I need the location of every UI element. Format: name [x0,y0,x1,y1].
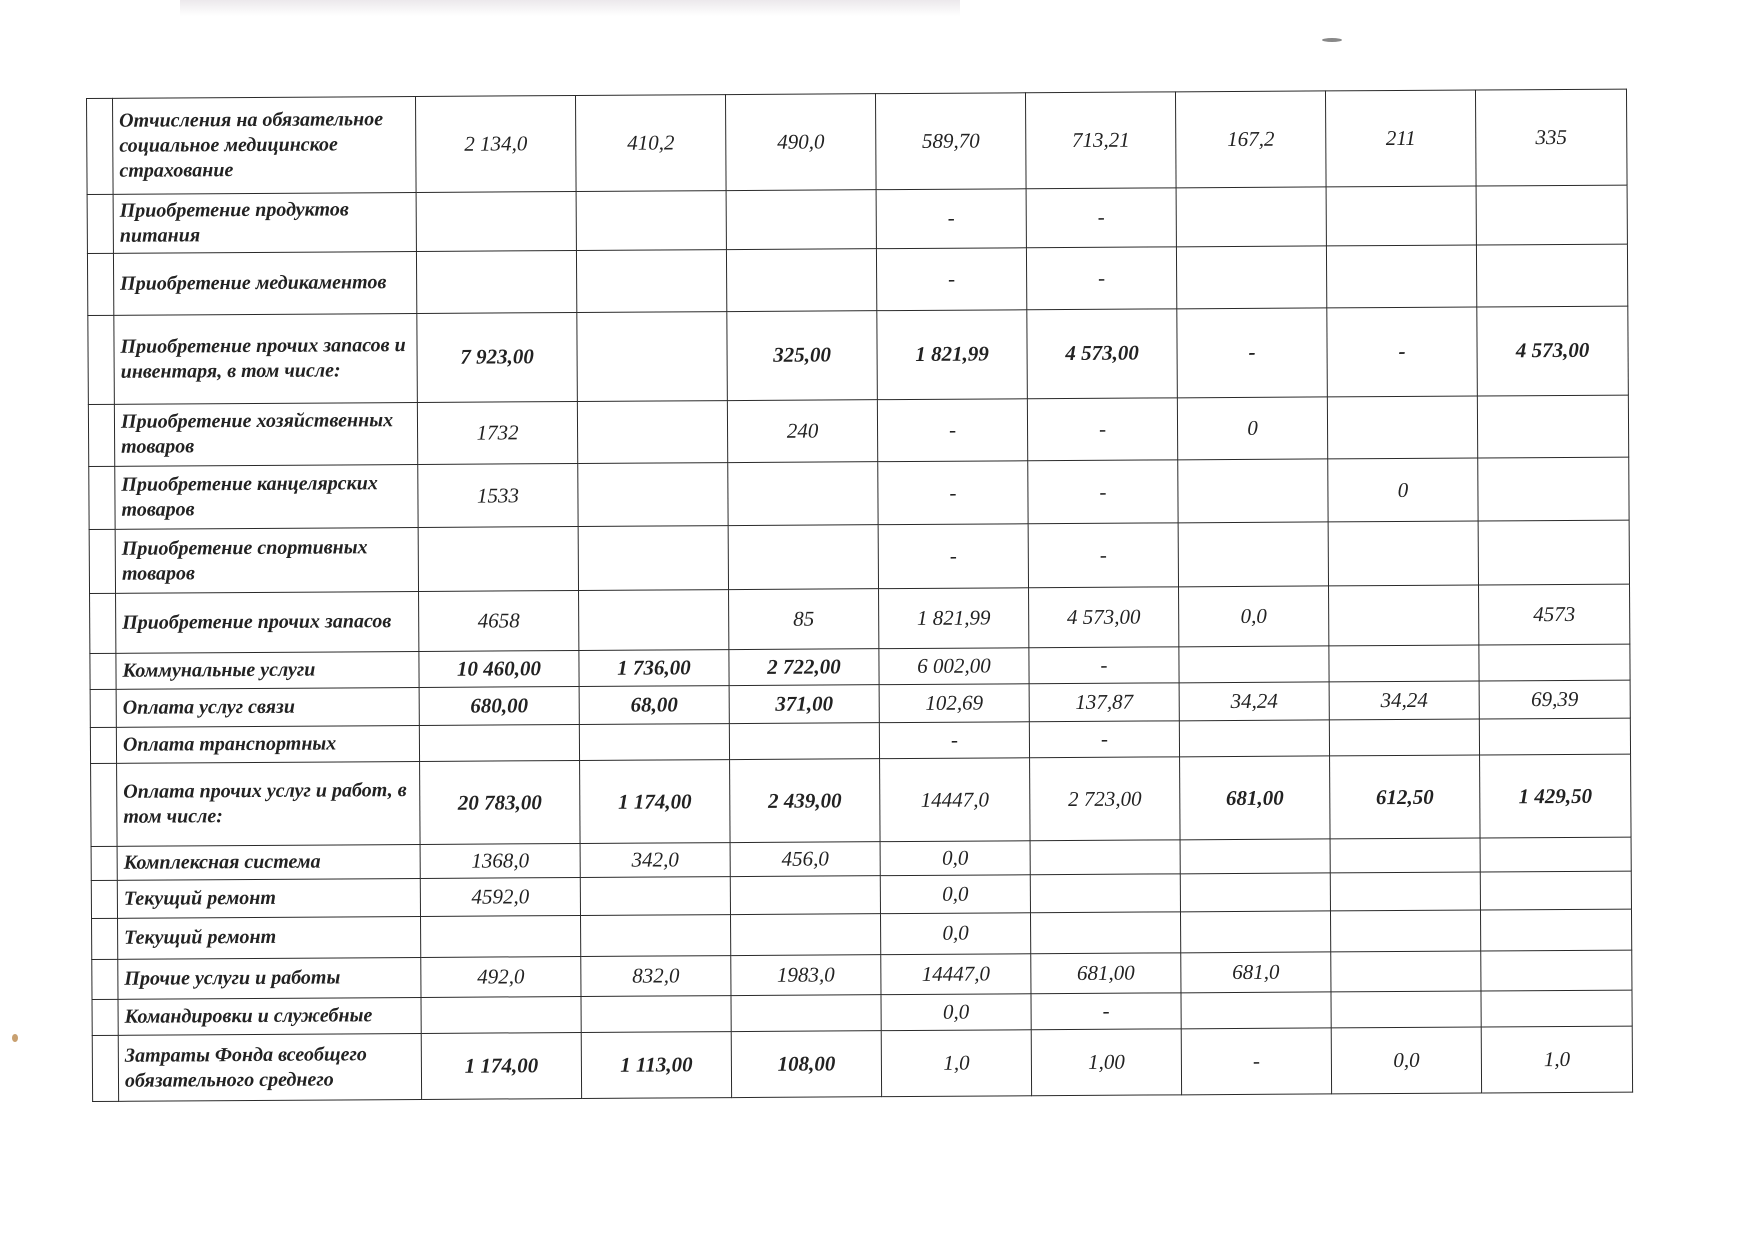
cell-value: 713,21 [1025,92,1176,189]
cell-value: 325,00 [727,310,878,400]
cell-value: 342,0 [580,843,730,878]
cell-value [578,526,728,591]
row-label: Приобретение прочих запасов и инвентаря, в том числе: [114,313,418,404]
cell-value: 34,24 [1329,681,1479,720]
cell-value [1476,185,1627,245]
row-index-cell [87,194,113,254]
row-label: Комплексная система [117,844,420,880]
cell-value: 2 723,00 [1030,757,1181,841]
cell-value: 1 113,00 [581,1032,731,1099]
table-row [87,185,1627,254]
row-label: Приобретение хозяйственных товаров [114,402,417,465]
cell-value: 1533 [418,463,578,528]
cell-value [1176,246,1326,309]
cell-value [1329,719,1479,756]
cell-value: 1,0 [881,1030,1031,1097]
cell-value [577,311,728,401]
cell-value [578,462,728,527]
cell-value: 0,0 [880,875,1030,914]
cell-value: 492,0 [421,956,581,997]
row-label: Приобретение продуктов питания [113,192,416,253]
scan-speck [12,1034,18,1042]
cell-value: 4 573,00 [1477,306,1629,396]
scan-speck [1322,38,1342,42]
cell-value: 0 [1328,458,1478,523]
cell-value [1476,244,1627,307]
cell-value: 0,0 [880,913,1030,954]
cell-value: 4658 [419,591,579,651]
cell-value: 14447,0 [881,953,1031,994]
cell-value: 1368,0 [420,843,580,878]
cell-value: 4 573,00 [1027,309,1178,399]
cell-value [1479,644,1630,681]
cell-value: 681,0 [1181,952,1331,993]
cell-value: 102,69 [879,683,1029,722]
table-row [89,457,1629,530]
cell-value [1030,912,1180,953]
cell-value [1326,245,1476,308]
row-label: Текущий ремонт [117,878,420,918]
cell-value [1477,395,1628,458]
cell-value [728,525,878,590]
cell-value: 167,2 [1175,91,1326,188]
cell-value [1326,186,1476,246]
cell-value [416,251,576,314]
cell-value [579,590,729,650]
cell-value: - [876,188,1026,248]
cell-value: 85 [729,589,879,649]
cell-value [729,723,879,760]
table-row [87,89,1628,194]
row-index-cell [91,880,117,918]
table-row [91,754,1631,846]
cell-value [1178,459,1328,524]
cell-value: 1,00 [1031,1029,1181,1096]
cell-value: - [878,460,1028,525]
cell-value [1481,950,1632,991]
row-index-cell [92,999,118,1035]
cell-value [726,249,876,312]
cell-value [728,461,878,526]
cell-value: 0,0 [880,841,1030,876]
cell-value [576,190,726,250]
row-label: Приобретение канцелярских товаров [115,464,418,530]
row-index-cell [87,98,114,194]
cell-value: 2 134,0 [415,96,576,193]
cell-value [1179,646,1329,683]
cell-value [1176,187,1326,247]
cell-value: - [878,524,1028,589]
cell-value [1329,645,1479,682]
cell-value: 10 460,00 [419,650,579,687]
table-row [88,395,1628,466]
cell-value: 1,0 [1481,1026,1632,1093]
cell-value: - [1029,646,1179,683]
cell-value [581,996,731,1033]
cell-value [576,250,726,313]
row-label: Прочие услуги и работы [118,957,421,999]
cell-value: 0,0 [1331,1027,1481,1094]
cell-value: 1 821,99 [879,588,1029,648]
cell-value: 34,24 [1179,682,1329,721]
table-row [90,584,1630,653]
cell-value [1331,951,1481,992]
cell-value: 4592,0 [420,877,580,916]
cell-value: 2 439,00 [730,759,881,843]
cell-value [1178,522,1328,587]
cell-value [1030,874,1180,913]
row-label: Отчисления на обязательное социальное медицинское страхование [113,96,417,193]
row-label: Приобретение медикаментов [113,252,416,315]
cell-value: - [1029,721,1179,758]
cell-value: 0,0 [1179,586,1329,646]
row-index-cell [91,763,118,846]
cell-value [421,916,581,957]
cell-value [581,915,731,956]
cell-value [1330,838,1480,873]
cell-value: 137,87 [1029,683,1179,722]
cell-value: 7 923,00 [417,312,578,402]
row-label: Оплата прочих услуг и работ, в том числе: [117,762,421,847]
budget-table [86,89,1633,1102]
row-index-cell [92,1035,118,1101]
cell-value: 335 [1475,89,1627,186]
cell-value [1330,872,1480,911]
cell-value [1480,837,1631,872]
cell-value [577,401,727,464]
row-label: Командировки и служебные [118,997,421,1035]
cell-value [1481,990,1632,1027]
scan-smudge [180,0,960,16]
cell-value [731,995,881,1032]
cell-value: - [1026,247,1176,310]
cell-value: - [1177,308,1328,398]
cell-value [416,191,576,251]
row-index-cell [90,653,116,689]
cell-value: 832,0 [581,955,731,996]
cell-value [418,527,578,592]
row-index-cell [90,593,116,653]
cell-value: - [876,248,1026,311]
cell-value: 0,0 [881,994,1031,1031]
cell-value: 68,00 [579,685,729,724]
row-label: Оплата услуг связи [116,687,419,727]
cell-value [1479,718,1630,755]
cell-value [580,877,730,916]
cell-value: 612,50 [1330,755,1481,839]
cell-value: 1 429,50 [1480,754,1632,838]
table-row [87,244,1627,315]
table-row [89,520,1629,593]
cell-value [1480,909,1631,950]
cell-value [731,914,881,955]
cell-value [1030,840,1180,875]
cell-value: 0 [1177,397,1327,460]
cell-value: 6 002,00 [879,647,1029,684]
cell-value: 211 [1325,90,1476,187]
cell-value: - [1028,523,1178,588]
cell-value [730,876,880,915]
cell-value: 20 783,00 [420,761,581,845]
cell-value: 1 821,99 [877,310,1028,400]
cell-value [1180,873,1330,912]
cell-value: - [1327,307,1478,397]
row-index-cell [87,253,113,315]
cell-value: 681,00 [1031,952,1181,993]
cell-value: 240 [727,400,877,463]
cell-value: - [1026,187,1176,247]
cell-value [419,724,579,761]
cell-value [1180,839,1330,874]
cell-value [1329,585,1479,645]
cell-value [1331,991,1481,1028]
row-index-cell [90,727,116,763]
cell-value [1480,871,1631,910]
cell-value: 1 174,00 [421,1033,581,1100]
cell-value: 1983,0 [731,954,881,995]
row-index-cell [92,959,118,1000]
cell-value [1181,992,1331,1029]
cell-value: 456,0 [730,842,880,877]
table-row [92,1026,1632,1101]
row-label: Коммунальные услуги [116,651,419,689]
row-label: Текущий ремонт [118,917,421,959]
cell-value: 410,2 [575,95,726,192]
cell-value [579,724,729,761]
cell-value: 1732 [417,402,577,465]
cell-value: 2 722,00 [729,648,879,685]
row-index-cell [89,530,115,594]
cell-value [1478,457,1629,522]
cell-value [421,996,581,1033]
cell-value: - [1181,1028,1331,1095]
cell-value [1478,520,1629,585]
row-label: Оплата транспортных [116,725,419,763]
table-row [88,306,1629,405]
cell-value: 371,00 [729,684,879,723]
cell-value: - [877,399,1027,462]
cell-value: 69,39 [1479,680,1630,719]
cell-value: 4573 [1479,584,1630,644]
cell-value: 681,00 [1180,756,1331,840]
cell-value [726,189,876,249]
cell-value: 14447,0 [880,758,1031,842]
row-index-cell [88,315,115,404]
row-label: Приобретение спортивных товаров [115,528,418,594]
row-index-cell [92,919,118,960]
cell-value: 108,00 [731,1031,881,1098]
row-index-cell [90,689,116,727]
cell-value: 4 573,00 [1029,587,1179,647]
cell-value: - [879,722,1029,759]
row-label: Приобретение прочих запасов [116,592,419,653]
cell-value [1179,720,1329,757]
cell-value: 680,00 [419,686,579,725]
cell-value [1328,521,1478,586]
cell-value [1180,911,1330,952]
cell-value: 589,70 [875,93,1026,190]
row-index-cell [91,846,117,880]
cell-value [1330,910,1480,951]
row-index-cell [89,466,115,530]
cell-value: - [1031,993,1181,1030]
row-label: Затраты Фонда всеобщего обязательного среднего [118,1034,421,1102]
cell-value: - [1028,459,1178,524]
cell-value: 1 736,00 [579,649,729,686]
row-index-cell [88,404,114,466]
cell-value: 1 174,00 [580,760,731,844]
cell-value: - [1027,398,1177,461]
cell-value [1327,396,1477,459]
cell-value: 490,0 [725,94,876,191]
